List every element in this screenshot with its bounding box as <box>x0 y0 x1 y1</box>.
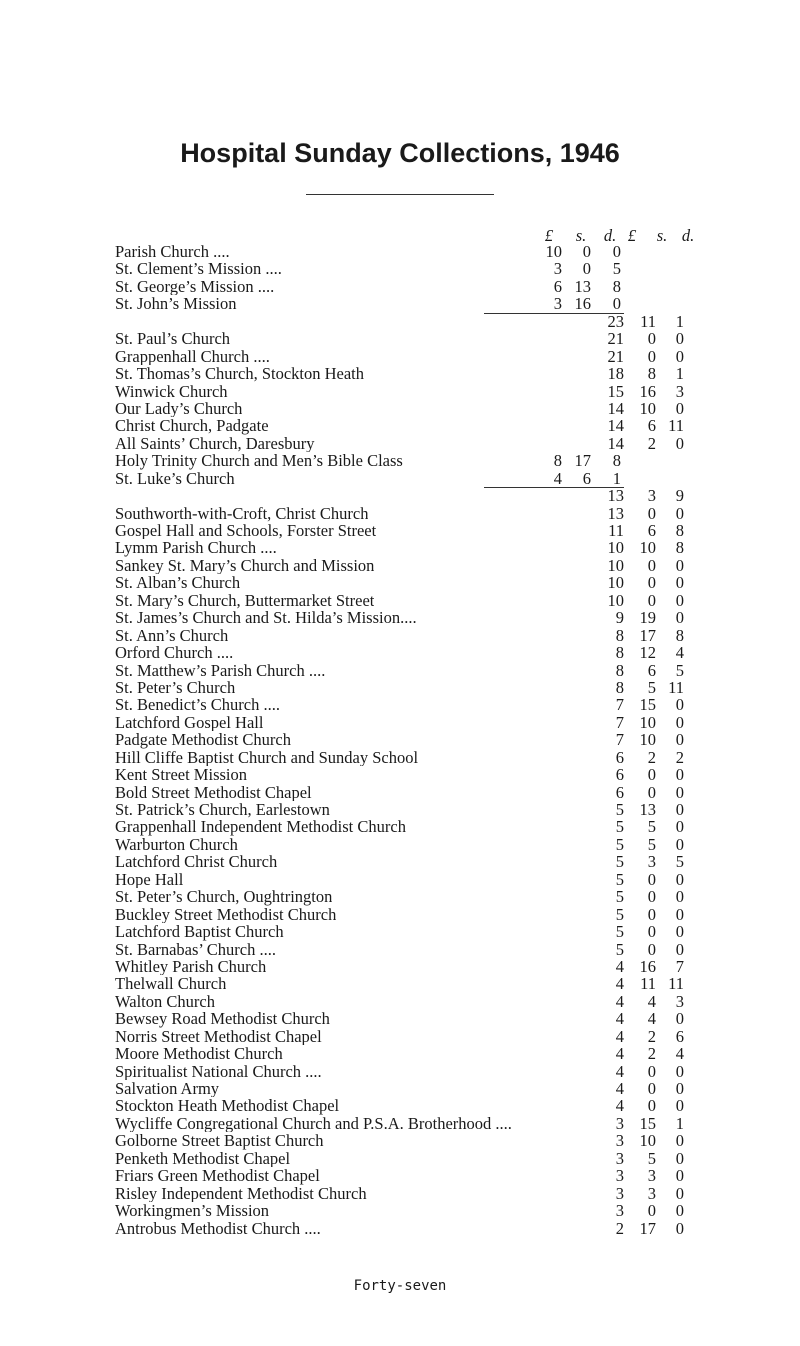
church-name: St. Paul’s Church <box>115 330 231 348</box>
collection-row <box>0 731 800 748</box>
sub-pounds: 6 <box>553 276 562 296</box>
collection-row <box>0 627 800 644</box>
church-name: Wycliffe Congregational Church and P.S.A. Brotherhood .... <box>115 1114 512 1133</box>
total-pounds: 5 <box>615 817 624 837</box>
total-shillings: 15 <box>639 695 656 715</box>
collection-row <box>0 365 800 382</box>
collection-row <box>0 260 800 277</box>
collection-row <box>0 679 800 696</box>
total-shillings: 0 <box>647 782 656 802</box>
total-shillings-header: s. <box>656 226 668 245</box>
total-shillings: 11 <box>640 311 656 331</box>
total-shillings: 4 <box>647 991 656 1011</box>
collection-row <box>0 801 800 818</box>
church-name: St. Peter’s Church, Oughtrington <box>115 888 333 906</box>
church-name: Spiritualist National Church .... <box>115 1062 322 1081</box>
church-name: St. John’s Mission <box>115 295 237 313</box>
total-shillings: 17 <box>639 625 656 645</box>
total-shillings: 17 <box>639 1218 656 1238</box>
collection-row <box>0 348 800 365</box>
collection-row <box>0 243 800 260</box>
total-pence: 4 <box>675 1044 684 1064</box>
church-name: Gospel Hall and Schools, Forster Street <box>115 522 377 540</box>
total-pence: 1 <box>675 1113 684 1133</box>
total-shillings: 2 <box>647 747 656 767</box>
collection-row <box>0 958 800 975</box>
church-name: Christ Church, Padgate <box>115 417 269 435</box>
total-pounds: 13 <box>607 503 624 523</box>
total-shillings: 6 <box>647 416 656 436</box>
collection-row <box>0 1220 800 1237</box>
total-shillings: 2 <box>647 1044 656 1064</box>
sub-shillings: 13 <box>574 276 591 296</box>
total-shillings: 0 <box>647 1201 656 1221</box>
collection-row <box>0 818 800 835</box>
total-pounds: 14 <box>607 398 624 418</box>
total-shillings: 0 <box>647 503 656 523</box>
total-shillings: 4 <box>647 1009 656 1029</box>
total-pence: 0 <box>675 869 684 889</box>
collection-row <box>0 853 800 870</box>
church-name: St. Barnabas’ Church .... <box>115 940 276 958</box>
collection-row <box>0 1028 800 1045</box>
total-shillings: 0 <box>647 922 656 942</box>
total-pounds: 18 <box>607 364 624 384</box>
sub-pounds: 10 <box>545 242 562 261</box>
total-shillings: 12 <box>639 643 656 663</box>
total-shillings: 2 <box>647 433 656 453</box>
total-pounds: 9 <box>615 608 624 628</box>
subtotal-row <box>0 313 800 330</box>
sub-shillings: 17 <box>574 451 591 471</box>
total-pence: 6 <box>675 1026 684 1046</box>
collection-row <box>0 1063 800 1080</box>
church-name: St. Ann’s Church <box>115 626 229 645</box>
collection-row <box>0 766 800 783</box>
collection-row <box>0 1010 800 1027</box>
total-pounds: 4 <box>615 1009 624 1029</box>
collection-row <box>0 906 800 923</box>
total-pence: 0 <box>675 1079 684 1098</box>
sub-pounds: 8 <box>553 451 562 471</box>
collection-row <box>0 784 800 801</box>
total-pounds: 3 <box>615 1131 624 1151</box>
sub-shillings-header: s. <box>575 226 587 245</box>
total-shillings: 8 <box>647 364 656 384</box>
total-pounds: 6 <box>615 747 624 767</box>
sub-pence: 5 <box>612 259 621 279</box>
total-pence: 8 <box>675 538 684 558</box>
sub-pence: 0 <box>612 242 621 261</box>
total-shillings: 16 <box>639 956 656 976</box>
total-pence: 11 <box>668 974 684 994</box>
total-pence: 0 <box>675 503 684 523</box>
church-name: Norris Street Methodist Chapel <box>115 1027 322 1046</box>
total-pence: 0 <box>675 555 684 575</box>
sub-shillings: 6 <box>582 468 591 488</box>
church-name: St. Peter’s Church <box>115 678 236 697</box>
total-pence-header: d. <box>681 226 695 245</box>
church-name: Grappenhall Church .... <box>115 347 270 366</box>
sub-pence: 8 <box>612 451 621 471</box>
church-name: Penketh Methodist Chapel <box>115 1149 291 1168</box>
total-pounds: 4 <box>615 1044 624 1064</box>
total-pence: 5 <box>675 852 684 872</box>
total-shillings: 0 <box>647 346 656 366</box>
sub-pounds: 3 <box>553 294 562 314</box>
church-name: Walton Church <box>115 992 215 1011</box>
total-pounds: 4 <box>615 1061 624 1081</box>
collection-row <box>0 557 800 574</box>
total-pounds: 6 <box>615 782 624 802</box>
total-pounds: 4 <box>615 1079 624 1098</box>
total-pounds: 4 <box>615 956 624 976</box>
total-shillings: 15 <box>639 1113 656 1133</box>
total-pounds: 7 <box>615 695 624 715</box>
sub-pence: 0 <box>612 294 621 314</box>
total-pence: 0 <box>675 782 684 802</box>
church-name: St. Thomas’s Church, Stockton Heath <box>115 365 365 383</box>
collection-row <box>0 871 800 888</box>
total-shillings: 16 <box>639 381 656 401</box>
total-pence: 0 <box>675 608 684 628</box>
total-shillings: 5 <box>647 677 656 697</box>
total-pounds: 3 <box>615 1201 624 1221</box>
total-pence: 11 <box>668 416 684 436</box>
total-shillings: 0 <box>647 590 656 610</box>
total-pence: 3 <box>675 381 684 401</box>
total-pence: 1 <box>675 364 684 384</box>
total-pounds: 10 <box>607 573 624 593</box>
total-pounds: 3 <box>615 1166 624 1186</box>
total-pounds: 5 <box>615 852 624 872</box>
total-shillings: 13 <box>639 800 656 819</box>
total-pence: 0 <box>675 573 684 593</box>
collection-row <box>0 696 800 713</box>
total-pounds: 10 <box>607 555 624 575</box>
total-pounds: 21 <box>607 329 624 349</box>
total-shillings: 10 <box>639 398 656 418</box>
total-pence: 0 <box>675 730 684 750</box>
total-pence: 0 <box>675 1096 684 1116</box>
sub-pence: 1 <box>612 468 621 488</box>
total-shillings: 5 <box>647 834 656 854</box>
total-pence: 0 <box>675 800 684 819</box>
total-shillings: 0 <box>647 869 656 889</box>
church-name: Friars Green Methodist Chapel <box>115 1167 320 1185</box>
collection-row <box>0 400 800 417</box>
collection-row <box>0 662 800 679</box>
total-pence: 0 <box>675 1218 684 1238</box>
church-name: Winwick Church <box>115 382 228 400</box>
collection-row <box>0 452 800 469</box>
total-pounds: 10 <box>607 538 624 558</box>
church-name: Bold Street Methodist Chapel <box>115 783 312 802</box>
total-pence: 0 <box>675 1166 684 1186</box>
church-name: Salvation Army <box>115 1080 220 1098</box>
collection-row <box>0 1132 800 1149</box>
total-pounds: 4 <box>615 1096 624 1116</box>
total-pounds: 23 <box>607 311 624 331</box>
collection-row <box>0 1185 800 1202</box>
collection-row <box>0 435 800 452</box>
total-pounds: 11 <box>608 521 624 540</box>
total-pence: 0 <box>675 817 684 837</box>
church-name: Buckley Street Methodist Church <box>115 905 337 924</box>
total-pence: 1 <box>675 311 684 331</box>
collection-row <box>0 1202 800 1219</box>
collection-row <box>0 574 800 591</box>
total-pounds: 2 <box>615 1218 624 1238</box>
collection-row <box>0 383 800 400</box>
total-pence: 3 <box>675 991 684 1011</box>
collection-row <box>0 1097 800 1114</box>
total-shillings: 11 <box>640 974 656 994</box>
collection-row <box>0 417 800 434</box>
total-shillings: 10 <box>639 712 656 732</box>
sub-shillings: 16 <box>574 294 591 314</box>
total-shillings: 5 <box>647 1148 656 1168</box>
collection-row <box>0 975 800 992</box>
collection-row <box>0 470 800 487</box>
total-pounds-header: £ <box>627 226 637 245</box>
collection-row <box>0 888 800 905</box>
collection-row <box>0 1045 800 1062</box>
church-name: St. Matthew’s Parish Church .... <box>115 661 326 679</box>
total-pence: 0 <box>675 1183 684 1203</box>
collections-table <box>0 243 800 1237</box>
total-shillings: 0 <box>647 329 656 349</box>
total-pounds: 8 <box>615 625 624 645</box>
church-name: Grappenhall Independent Methodist Church <box>115 818 406 836</box>
total-pence: 0 <box>675 712 684 732</box>
church-name: Padgate Methodist Church <box>115 731 291 749</box>
total-pounds: 14 <box>607 416 624 436</box>
collection-row <box>0 941 800 958</box>
total-pounds: 4 <box>615 974 624 994</box>
total-shillings: 5 <box>647 817 656 837</box>
church-name: Moore Methodist Church <box>115 1045 283 1063</box>
church-name: Hope Hall <box>115 870 184 889</box>
total-shillings: 0 <box>647 573 656 593</box>
church-name: Latchford Baptist Church <box>115 923 284 941</box>
title-rule <box>306 194 494 195</box>
page-title: Hospital Sunday Collections, 1946 <box>180 138 620 168</box>
total-pence: 0 <box>675 765 684 785</box>
total-pence: 0 <box>675 329 684 349</box>
total-pence: 11 <box>668 677 684 697</box>
total-pence: 0 <box>675 834 684 854</box>
collection-row <box>0 644 800 661</box>
total-shillings: 6 <box>647 660 656 680</box>
total-pounds: 5 <box>615 939 624 959</box>
total-pounds: 5 <box>615 904 624 924</box>
church-name: Holy Trinity Church and Men’s Bible Class <box>115 452 403 470</box>
church-name: St. James’s Church and St. Hilda’s Mission.... <box>115 609 417 627</box>
total-pence: 0 <box>675 590 684 610</box>
total-pounds: 7 <box>615 730 624 750</box>
total-pence: 0 <box>675 1148 684 1168</box>
total-pounds: 13 <box>607 486 624 506</box>
total-pounds: 15 <box>607 381 624 401</box>
total-shillings: 3 <box>647 486 656 506</box>
church-name: Our Lady’s Church <box>115 399 243 418</box>
sub-shillings: 0 <box>582 259 591 279</box>
total-pence: 2 <box>675 747 684 767</box>
collection-row <box>0 1115 800 1132</box>
total-shillings: 6 <box>647 521 656 540</box>
church-name: Orford Church .... <box>115 644 234 662</box>
church-name: St. Patrick’s Church, Earlestown <box>115 801 330 819</box>
church-name: Southworth-with-Croft, Christ Church <box>115 504 369 523</box>
collection-row <box>0 1080 800 1097</box>
church-name: Warburton Church <box>115 835 238 854</box>
sub-pence-header: d. <box>603 226 617 245</box>
total-pounds: 4 <box>615 1026 624 1046</box>
collection-row <box>0 609 800 626</box>
church-name: Latchford Christ Church <box>115 853 278 871</box>
total-pounds: 6 <box>615 765 624 785</box>
total-shillings: 0 <box>647 1096 656 1116</box>
collection-row <box>0 836 800 853</box>
sub-pounds: 4 <box>553 468 562 488</box>
total-pounds: 3 <box>615 1183 624 1203</box>
sub-pence: 8 <box>612 276 621 296</box>
total-pence: 0 <box>675 433 684 453</box>
collection-row <box>0 1167 800 1184</box>
total-shillings: 10 <box>639 730 656 750</box>
collection-row <box>0 749 800 766</box>
total-pence: 0 <box>675 346 684 366</box>
total-pence: 0 <box>675 887 684 907</box>
church-name: Bewsey Road Methodist Church <box>115 1010 330 1028</box>
church-name: Workingmen’s Mission <box>115 1202 270 1220</box>
church-name: Parish Church .... <box>115 243 230 261</box>
total-pence: 8 <box>675 521 684 540</box>
total-pounds: 5 <box>615 887 624 907</box>
total-pounds: 3 <box>615 1113 624 1133</box>
church-name: Golborne Street Baptist Church <box>115 1132 324 1150</box>
total-pence: 4 <box>675 643 684 663</box>
total-pounds: 3 <box>615 1148 624 1168</box>
sub-pounds: 3 <box>553 259 562 279</box>
total-shillings: 2 <box>647 1026 656 1046</box>
church-name: St. Luke’s Church <box>115 469 235 488</box>
church-name: Risley Independent Methodist Church <box>115 1184 367 1203</box>
total-pence: 0 <box>675 695 684 715</box>
church-name: St. George’s Mission .... <box>115 277 275 296</box>
total-pence: 0 <box>675 1061 684 1081</box>
collection-row <box>0 1150 800 1167</box>
total-pence: 8 <box>675 625 684 645</box>
total-pounds: 8 <box>615 643 624 663</box>
total-shillings: 3 <box>647 1183 656 1203</box>
church-name: Antrobus Methodist Church .... <box>115 1219 321 1237</box>
total-pounds: 8 <box>615 660 624 680</box>
sub-pounds-header: £ <box>544 226 554 245</box>
total-shillings: 10 <box>639 1131 656 1151</box>
total-pence: 0 <box>675 398 684 418</box>
church-name: Sankey St. Mary’s Church and Mission <box>115 556 375 575</box>
total-pounds: 5 <box>615 869 624 889</box>
total-pence: 9 <box>675 486 684 506</box>
total-shillings: 3 <box>647 1166 656 1186</box>
page-footer: Forty-seven <box>353 1278 447 1294</box>
total-pounds: 5 <box>615 922 624 942</box>
total-shillings: 0 <box>647 939 656 959</box>
total-shillings: 0 <box>647 765 656 785</box>
total-pence: 0 <box>675 1131 684 1151</box>
collection-row <box>0 505 800 522</box>
total-pence: 7 <box>675 956 684 976</box>
collection-row <box>0 539 800 556</box>
total-pounds: 4 <box>615 991 624 1011</box>
church-name: Lymm Parish Church .... <box>115 539 277 557</box>
total-pence: 0 <box>675 922 684 942</box>
total-pounds: 5 <box>615 834 624 854</box>
total-shillings: 0 <box>647 887 656 907</box>
collection-row <box>0 295 800 312</box>
total-pence: 0 <box>675 904 684 924</box>
collection-row <box>0 522 800 539</box>
total-shillings: 19 <box>639 608 656 628</box>
total-shillings: 0 <box>647 904 656 924</box>
church-name: St. Mary’s Church, Buttermarket Street <box>115 591 375 610</box>
church-name: Latchford Gospel Hall <box>115 713 264 732</box>
church-name: Hill Cliffe Baptist Church and Sunday School <box>115 748 419 767</box>
total-pence: 0 <box>675 939 684 959</box>
total-pence: 0 <box>675 1009 684 1029</box>
total-shillings: 0 <box>647 1079 656 1098</box>
total-pounds: 5 <box>615 800 624 819</box>
collection-row <box>0 923 800 940</box>
total-pounds: 7 <box>615 712 624 732</box>
total-pence: 5 <box>675 660 684 680</box>
church-name: St. Benedict’s Church .... <box>115 696 280 714</box>
total-pounds: 10 <box>607 590 624 610</box>
church-name: St. Alban’s Church <box>115 574 241 592</box>
church-name: Stockton Heath Methodist Chapel <box>115 1097 340 1115</box>
subtotal-row <box>0 487 800 504</box>
total-shillings: 10 <box>639 538 656 558</box>
total-shillings: 0 <box>647 1061 656 1081</box>
total-shillings: 3 <box>647 852 656 872</box>
collection-row <box>0 592 800 609</box>
church-name: Kent Street Mission <box>115 766 247 784</box>
sub-shillings: 0 <box>582 242 591 261</box>
collection-row <box>0 993 800 1010</box>
collection-row <box>0 330 800 347</box>
total-pence: 0 <box>675 1201 684 1221</box>
total-pounds: 14 <box>607 433 624 453</box>
collection-row <box>0 278 800 295</box>
church-name: St. Clement’s Mission .... <box>115 260 282 278</box>
total-pounds: 8 <box>615 677 624 697</box>
church-name: All Saints’ Church, Daresbury <box>115 434 315 453</box>
total-pounds: 21 <box>607 346 624 366</box>
church-name: Thelwall Church <box>115 975 227 993</box>
total-shillings: 0 <box>647 555 656 575</box>
collection-row <box>0 714 800 731</box>
church-name: Whitley Parish Church <box>115 957 267 976</box>
